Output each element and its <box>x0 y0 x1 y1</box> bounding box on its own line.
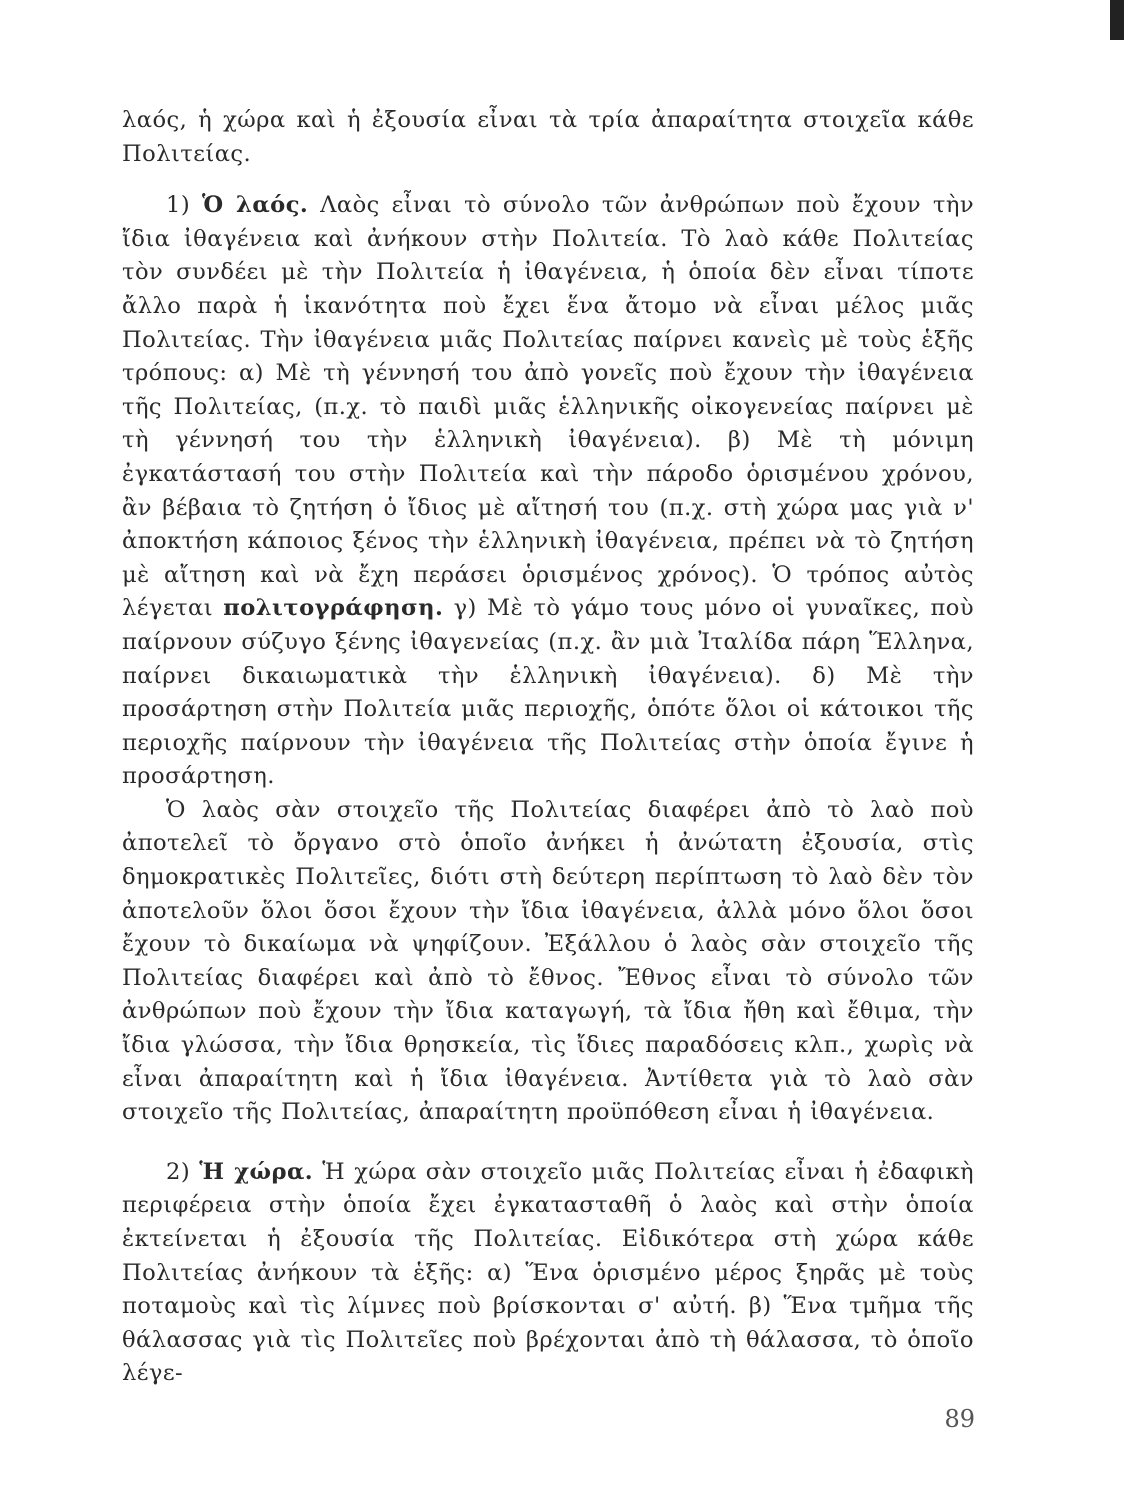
scan-edge-mark <box>1110 0 1124 40</box>
bold-term-politografisi: πολιτογράφηση. <box>223 595 444 622</box>
section-1-paragraph <box>122 189 974 794</box>
section-2-number: 2) <box>166 1158 191 1185</box>
section-2-heading: Ἡ χώρα. <box>199 1158 314 1185</box>
section-2-paragraph <box>122 1156 974 1391</box>
section-1-text-c: Ὁ λαὸς σὰν στοιχεῖο τῆς Πολιτείας διαφέρει ἀπὸ τὸ λαὸ ποὺ ἀποτελεῖ τὸ ὄργανο στὸ ὁποῖο ἀνήκει ἡ ἀνώτατη ἐξουσία, στὶς δημοκρατικὲς Πολιτεῖες, διότι στὴ δεύτερη περίπτωση τὸ λαὸ δὲν τὸν ἀποτελοῦν ὅλοι ὅσοι ἔχουν τὴν ἴδια ἰθαγένεια, ἀλλὰ μόνο ὅλοι ὅσοι ἔχουν τὸ δικαίωμα νὰ ψηφίζουν. Ἐξάλλου ὁ λαὸς σὰν στοιχεῖο τῆς Πολιτείας διαφέρει καὶ ἀπὸ τὸ ἔθνος. Ἔθνος εἶναι τὸ σύνολο τῶν ἀνθρώπων ποὺ ἔχουν τὴν ἴδια καταγωγή, τὰ ἴδια ἤθη καὶ ἔθιμα, τὴν ἴδια γλώσσα, τὴν ἴδια θρησκεία, τὶς ἴδιες παραδόσεις κλπ., χωρὶς νὰ εἶναι ἀπαραίτητη καὶ ἡ ἴδια ἰθαγένεια. Ἀντίθετα γιὰ τὸ λαὸ σὰν στοιχεῖο τῆς Πολιτείας, ἀπαραίτητη προϋπόθεση εἶναι ἡ ἰθαγένεια. <box>122 796 974 1126</box>
intro-paragraph <box>122 104 974 171</box>
intro-text: λαός, ἡ χώρα καὶ ἡ ἐξουσία εἶναι τὰ τρία ἀπαραίτητα στοιχεῖα κάθε Πολιτείας. <box>122 107 974 167</box>
section-2-text: Ἡ χώρα σὰν στοιχεῖο μιᾶς Πολιτείας εἶναι ἡ ἐδαφικὴ περιφέρεια στὴν ὁποία ἔχει ἐγκατασταθῆ ὁ λαὸς καὶ στὴν ὁποία ἐκτείνεται ἡ ἐξουσία τῆς Πολιτείας. Εἰδικότερα στὴ χώρα κάθε Πολιτείας ἀνήκουν τὰ ἑξῆς: α) Ἕνα ὁρισμένο μέρος ξηρᾶς μὲ τοὺς ποταμοὺς καὶ τὶς λίμνες ποὺ βρίσκονται σ' αὐτή. β) Ἕνα τμῆμα τῆς θάλασσας γιὰ τὶς Πολιτεῖες ποὺ βρέχονται ἀπὸ τὴ θάλασσα, τὸ ὁποῖο λέγε- <box>122 1158 974 1387</box>
section-1-continuation-paragraph <box>122 794 974 1130</box>
section-1-heading: Ὁ λαός. <box>201 192 309 219</box>
section-1-text-a: Λαὸς εἶναι τὸ σύνολο τῶν ἀνθρώπων ποὺ ἔχουν τὴν ἴδια ἰθαγένεια καὶ ἀνήκουν στὴν Πολιτεία. Τὸ λαὸ κάθε Πολιτείας τὸν συνδέει μὲ τὴν Πολιτεία ἡ ἰθαγένεια, ἡ ὁποία δὲν εἶναι τίποτε ἄλλο παρὰ ἡ ἱκανότητα ποὺ ἔχει ἕνα ἄτομο νὰ εἶναι μέλος μιᾶς Πολιτείας. Τὴν ἰθαγένεια μιᾶς Πολιτείας παίρνει κανεὶς μὲ τοὺς ἑξῆς τρόπους: α) Μὲ τὴ γέννησή του ἀπὸ γονεῖς ποὺ ἔχουν τὴν ἰθαγένεια τῆς Πολιτείας, (π.χ. τὸ παιδὶ μιᾶς ἑλληνικῆς οἰκογενείας παίρνει μὲ τὴ γέννησή του τὴν ἑλληνικὴ ἰθαγένεια). β) Μὲ τὴ μόνιμη ἐγκατάστασή του στὴν Πολιτεία καὶ τὴν πάροδο ὁρισμένου χρόνου, ἂν βέβαια τὸ ζητήση ὁ ἴδιος μὲ αἴτησή του (π.χ. στὴ χώρα μας γιὰ ν' ἀποκτήση κάποιος ξένος τὴν ἑλληνικὴ ἰθαγένεια, πρέπει νὰ τὸ ζητήση μὲ αἴτηση καὶ νὰ ἔχη περάσει ὁρισμένος χρόνος). Ὁ τρόπος αὐτὸς λέγεται <box>122 192 975 622</box>
section-1-text-b: γ) Μὲ τὸ γάμο τους μόνο οἱ γυναῖκες, ποὺ παίρνουν σύζυγο ξένης ἰθαγενείας (π.χ. ἂν μιὰ Ἰταλίδα πάρη Ἕλληνα, παίρνει δικαιωματικὰ τὴν ἑλληνικὴ ἰθαγένεια). δ) Μὲ τὴν προσάρτηση στὴν Πολιτεία μιᾶς περιοχῆς, ὁπότε ὅλοι οἱ κάτοικοι τῆς περιοχῆς παίρνουν τὴν ἰθαγένεια τῆς Πολιτείας στὴν ὁποία ἔγινε ἡ προσάρτηση. <box>122 595 974 790</box>
book-page <box>122 104 974 1391</box>
page-number: 89 <box>944 1405 975 1433</box>
section-1-number: 1) <box>166 192 191 219</box>
